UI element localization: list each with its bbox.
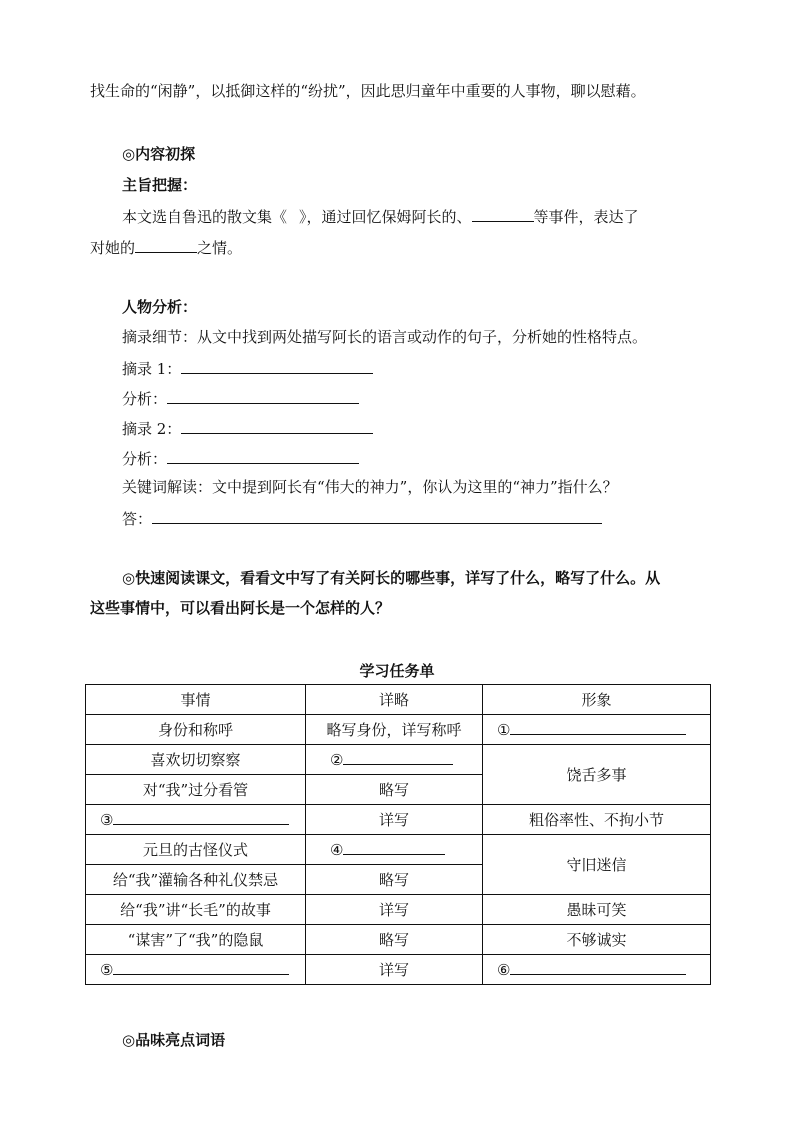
excerpt-2-label: 摘录 2： xyxy=(122,420,182,438)
cell-detail: 略写 xyxy=(306,775,483,805)
analysis-2-blank[interactable] xyxy=(167,447,359,464)
excerpt-1-label: 摘录 1： xyxy=(122,360,182,378)
cell-detail: 详写 xyxy=(306,955,483,985)
fill-blank[interactable] xyxy=(113,960,289,975)
analysis-1-label: 分析： xyxy=(122,390,168,408)
excerpt-1-blank[interactable] xyxy=(181,357,373,374)
table-caption: 学习任务单 xyxy=(359,662,435,680)
cell-event: 给“我”讲“长毛”的故事 xyxy=(86,895,306,925)
cell-detail xyxy=(306,835,483,865)
cell-detail: 详写 xyxy=(306,805,483,835)
cell-event xyxy=(86,955,306,985)
intro-line: 找生命的“闲静”，以抵御这样的“纷扰”，因此思归童年中重要的人事物，聊以慰藉。 xyxy=(90,82,646,100)
header-event: 事情 xyxy=(86,685,306,715)
character-analysis-label: 人物分析： xyxy=(122,298,198,316)
fill-blank[interactable] xyxy=(113,810,289,825)
answer-blank[interactable] xyxy=(152,507,602,524)
marker: ① xyxy=(497,721,511,739)
answer-label: 答： xyxy=(122,510,153,528)
table-header-row xyxy=(86,685,711,715)
analysis-1-blank[interactable] xyxy=(167,387,359,404)
cell-image: 粗俗率性、不拘小节 xyxy=(483,805,711,835)
analysis-2-row xyxy=(122,447,359,469)
cell-image: 不够诚实 xyxy=(483,925,711,955)
theme-blank-events[interactable] xyxy=(472,205,534,222)
task-table xyxy=(85,684,711,985)
cell-event: 对“我”过分看管 xyxy=(86,775,306,805)
theme-text-e: 之情。 xyxy=(197,239,243,257)
answer-row xyxy=(122,507,602,529)
cell-event: 身份和称呼 xyxy=(86,715,306,745)
marker: ② xyxy=(330,751,344,769)
marker: ④ xyxy=(330,841,344,859)
cell-event: 给“我”灌输各种礼仪禁忌 xyxy=(86,865,306,895)
theme-text-c: 等事件，表达了 xyxy=(533,208,639,226)
marker: ⑤ xyxy=(100,961,114,979)
table-row xyxy=(86,745,711,775)
cell-event: 喜欢切切察察 xyxy=(86,745,306,775)
fill-blank[interactable] xyxy=(510,960,686,975)
table-row xyxy=(86,835,711,865)
theme-sentence-2 xyxy=(90,236,242,258)
header-detail: 详略 xyxy=(306,685,483,715)
table-row xyxy=(86,895,711,925)
header-image: 形象 xyxy=(483,685,711,715)
cell-image xyxy=(483,715,711,745)
excerpt-prompt: 摘录细节：从文中找到两处描写阿长的语言或动作的句子，分析她的性格特点。 xyxy=(122,328,648,346)
cell-detail xyxy=(306,745,483,775)
cell-detail: 详写 xyxy=(306,895,483,925)
theme-sentence-1 xyxy=(122,205,639,227)
cell-event: “谋害”了“我”的隐鼠 xyxy=(86,925,306,955)
marker: ③ xyxy=(100,811,114,829)
cell-detail: 略写 xyxy=(306,925,483,955)
section-heading-quick-read-1: ◎快速阅读课文，看看文中写了有关阿长的哪些事，详写了什么，略写了什么。从 xyxy=(122,569,661,587)
cell-event: 元旦的古怪仪式 xyxy=(86,835,306,865)
excerpt-2-row xyxy=(122,417,373,439)
cell-detail: 略写身份，详写称呼 xyxy=(306,715,483,745)
theme-label: 主旨把握： xyxy=(122,176,198,194)
cell-event xyxy=(86,805,306,835)
cell-image: 愚昧可笑 xyxy=(483,895,711,925)
excerpt-1-row xyxy=(122,357,373,379)
section-heading-quick-read-2: 这些事情中，可以看出阿长是一个怎样的人？ xyxy=(90,599,391,617)
theme-text-b: 》，通过回忆保姆阿长的、 xyxy=(299,208,472,226)
cell-image-merged: 守旧迷信 xyxy=(483,835,711,895)
analysis-2-label: 分析： xyxy=(122,450,168,468)
fill-blank[interactable] xyxy=(343,840,445,855)
table-row xyxy=(86,805,711,835)
cell-image xyxy=(483,955,711,985)
section-heading-content: ◎内容初探 xyxy=(122,145,196,163)
theme-text-d: 对她的 xyxy=(90,239,136,257)
table-row xyxy=(86,925,711,955)
fill-blank[interactable] xyxy=(510,720,686,735)
table-row xyxy=(86,955,711,985)
excerpt-2-blank[interactable] xyxy=(181,417,373,434)
keyword-question: 关键词解读：文中提到阿长有“伟大的神力”，你认为这里的“神力”指什么？ xyxy=(122,478,618,496)
table-row xyxy=(86,715,711,745)
fill-blank[interactable] xyxy=(343,750,453,765)
cell-image-merged: 饶舌多事 xyxy=(483,745,711,805)
cell-detail: 略写 xyxy=(306,865,483,895)
section-heading-words: ◎品味亮点词语 xyxy=(122,1031,226,1049)
theme-text-a: 本文选自鲁迅的散文集《 xyxy=(122,208,288,226)
marker: ⑥ xyxy=(497,961,511,979)
analysis-1-row xyxy=(122,387,359,409)
theme-blank-feeling[interactable] xyxy=(135,236,197,253)
